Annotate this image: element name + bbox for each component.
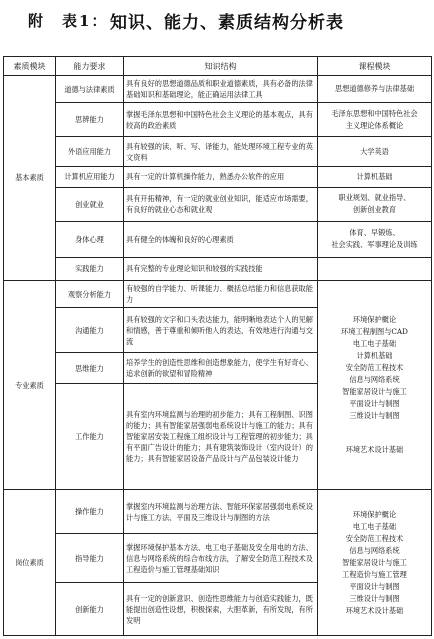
course-item: 社会实践、军事理论及训练 xyxy=(331,240,418,250)
table-row xyxy=(4,280,432,307)
knowledge-cell: 具有室内环境监测与治理的初步能力；具有工程制图、识图的能力；具有智能家居强弱电系统设计与施工的能力；具有智能家居安装工程施工组织设计与工程管理的初步能力；具有平面广告设计的能力；具有建筑装饰设计（室内设计）的能力；具有智能家居设备产品设计与产品包装设计能力 xyxy=(124,384,318,490)
course-item: 体育、早锻炼、 xyxy=(349,228,400,238)
ability-cell: 计算机应用能力 xyxy=(56,166,124,187)
course-item: 环境保护概论 xyxy=(352,509,397,519)
ability-cell: 思维能力 xyxy=(56,352,124,384)
table-row xyxy=(4,187,432,221)
knowledge-cell: 具有一定的计算机操作能力，熟悉办公软件的应用 xyxy=(124,166,318,187)
structure-table xyxy=(3,56,432,636)
ability-cell: 操作能力 xyxy=(56,490,124,534)
table-row xyxy=(4,221,432,257)
knowledge-cell: 具有开拓精神，有一定的就业创业知识，能适应市场需要，有良好的就业心态和就业观 xyxy=(124,187,318,221)
header-knowledge: 知识结构 xyxy=(124,57,318,76)
course-item: 智能家居设计与施工 xyxy=(342,387,407,397)
course-item: 职业规划、就业指导、 xyxy=(338,193,411,203)
table-row xyxy=(4,137,432,167)
course-cell xyxy=(318,490,432,636)
module-professional: 专业素质 xyxy=(4,280,56,489)
course-item: 信息与网络系统 xyxy=(349,375,400,385)
course-cell xyxy=(318,280,432,489)
table-row xyxy=(4,76,432,103)
header-module: 素质模块 xyxy=(4,57,56,76)
ability-cell: 思辨能力 xyxy=(56,103,124,137)
ability-cell: 观察分析能力 xyxy=(56,280,124,307)
title-main: 知识、能力、素质结构分析表 xyxy=(110,13,344,33)
knowledge-cell: 具有一定的创新意识、创造性思维能力与创造实践能力，既能提出创造性设想，积极探索，大胆革新，有所发现，有所发明 xyxy=(124,583,318,636)
knowledge-cell: 具有较强的读、听、写、译能力，能处理环境工程专业的英文资料 xyxy=(124,137,318,167)
course-item: 安全防范工程技术 xyxy=(345,533,404,543)
course-item: 计算机基础 xyxy=(356,171,393,181)
course-item: 信息与网络系统 xyxy=(349,545,400,555)
course-cell-empty xyxy=(318,257,432,280)
course-cell xyxy=(318,166,432,187)
course-cell xyxy=(318,76,432,103)
course-item: 安全防范工程技术 xyxy=(345,363,404,373)
course-item: 平面设计与制图 xyxy=(349,399,400,409)
course-item: 思想道德修养与法律基础 xyxy=(334,84,415,94)
module-post: 岗位素质 xyxy=(4,490,56,636)
course-item: 三维设计与制图 xyxy=(349,411,400,421)
course-item: 环境保护概论 xyxy=(352,315,397,325)
course-cell xyxy=(318,187,432,221)
course-item: 环境艺术设计基础 xyxy=(345,445,404,455)
course-item: 毛泽东思想和中国特色社会 xyxy=(331,108,418,118)
ability-cell: 身体心理 xyxy=(56,221,124,257)
knowledge-cell: 具有完整的专业理论知识和较强的实践技能 xyxy=(124,257,318,280)
knowledge-cell: 培养学生的创造性思维和创造想象能力，使学生有好奇心、追求创新的欲望和冒险精神 xyxy=(124,352,318,384)
course-cell xyxy=(318,221,432,257)
ability-cell: 创新能力 xyxy=(56,583,124,636)
table-row xyxy=(4,103,432,137)
knowledge-cell: 掌握毛泽东思想和中国特色社会主义理论的基本观点，具有较高的政治素质 xyxy=(124,103,318,137)
ability-cell: 工作能力 xyxy=(56,384,124,490)
page-title xyxy=(0,6,434,40)
course-item: 平面设计与制图 xyxy=(349,581,400,591)
course-item: 大学英语 xyxy=(360,146,389,156)
knowledge-cell: 具有良好的思想道德品质和职业道德素质，具有必备的法律基础知识和基础理论，能正确运用法律工具 xyxy=(124,76,318,103)
ability-cell: 创业就业 xyxy=(56,187,124,221)
course-item: 智能家居设计与施工 xyxy=(342,557,407,567)
course-item: 环境工程制图与CAD xyxy=(341,327,408,337)
course-item: 主义理论体系概论 xyxy=(345,120,404,130)
header-row xyxy=(4,57,432,76)
course-item: 电工电子基础 xyxy=(352,521,397,531)
course-item: 工程造价与施工管理 xyxy=(342,569,407,579)
ability-cell: 沟通能力 xyxy=(56,308,124,352)
course-cell xyxy=(318,137,432,167)
knowledge-cell: 具有健全的体魄和良好的心理素质 xyxy=(124,221,318,257)
knowledge-cell: 有较强的自学能力、听课能力、概括总结能力和信息获取能力 xyxy=(124,280,318,307)
ability-cell: 实践能力 xyxy=(56,257,124,280)
course-item: 创新创业教育 xyxy=(352,205,397,215)
course-item: 计算机基础 xyxy=(356,351,393,361)
knowledge-cell: 掌握室内环境监测与治理方法、智能环保家居强弱电系统设计与施工方法、平面及三维设计与制图的方法 xyxy=(124,490,318,534)
table-row xyxy=(4,166,432,187)
header-ability: 能力要求 xyxy=(56,57,124,76)
course-item: 环境艺术设计基础 xyxy=(345,605,404,615)
table-row xyxy=(4,257,432,280)
course-cell xyxy=(318,103,432,137)
ability-cell: 道德与法律素质 xyxy=(56,76,124,103)
course-item: 电工电子基础 xyxy=(352,339,397,349)
knowledge-cell: 掌握环境保护基本方法、电工电子基础及安全用电的方法、信息与网络系统的综合布线方法，了解安全防范工程技术及工程造价与施工管理基础知识 xyxy=(124,534,318,583)
course-item: 三维设计与制图 xyxy=(349,593,400,603)
ability-cell: 外语应用能力 xyxy=(56,137,124,167)
header-course: 课程模块 xyxy=(318,57,432,76)
title-prefix: 附 表1： xyxy=(28,12,109,30)
knowledge-cell: 具有较强的文字和口头表达能力，能明晰地表达个人的见解和情感，善于尊重和倾听他人的表达，有效地进行沟通与交流 xyxy=(124,308,318,352)
table-row xyxy=(4,490,432,534)
ability-cell: 指导能力 xyxy=(56,534,124,583)
module-basic: 基本素质 xyxy=(4,76,56,281)
